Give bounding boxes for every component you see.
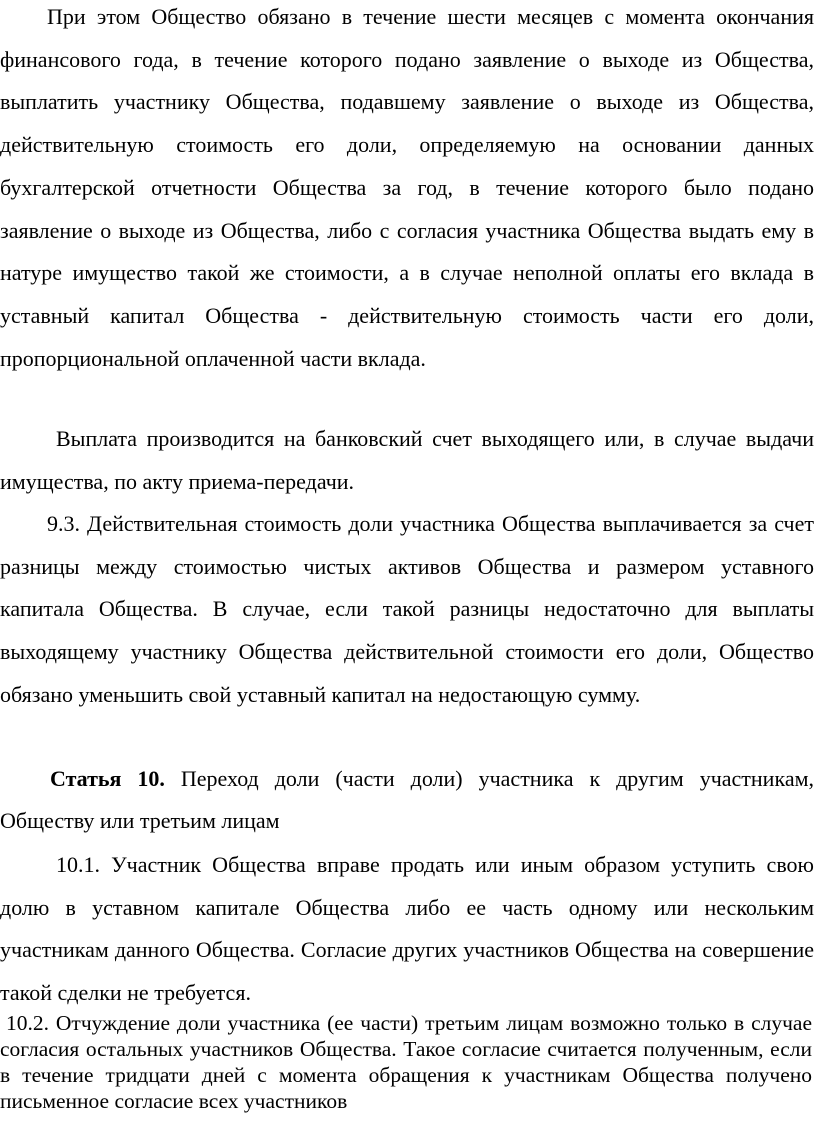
- paragraph-10-2: 10.2. Отчуждение доли участника (ее части) третьим лицам возможно только в случае согласия остальных участников Общества. Такое согласие считается полученным, если в течение тридцати дней с момента обращения к участникам Общества получено письменное согласие всех участников: [0, 1011, 812, 1113]
- paragraph-9-3: 9.3. Действительная стоимость доли участника Общества выплачивается за счет разницы между стоимостью чистых активов Общества и размером уставного капитала Общества. В случае, если такой разницы недостаточно для выплаты выходящему участнику Общества действительной стоимости его доли, Общество обязано уменьшить свой уставный капитал на недостающую сумму.: [0, 511, 814, 707]
- paragraph-payment-method: Выплата производится на банковский счет выходящего или, в случае выдачи имущества, по акту приема-передачи.: [0, 426, 814, 494]
- paragraph-10-1: 10.1. Участник Общества вправе продать или иным образом уступить свою долю в уставном капитале Общества либо ее часть одному или нескольким участникам данного Общества. Согласие других участников Общества на совершение такой сделки не требуется.: [0, 852, 814, 1006]
- article-label: Статья 10.: [50, 766, 165, 791]
- paragraph-payment-obligation: При этом Общество обязано в течение шести месяцев с момента окончания финансового года, в течение которого подано заявление о выходе из Общества, выплатить участнику Общества, подавшему заявление о выходе из Общества, действительную стоимость его доли, определяемую на основании данных бухгалтерской отчетности Общества за год, в течение которого было подано заявление о выходе из Общества, либо с согласия участника Общества выдать ему в натуре имущество такой же стоимости, а в случае неполной оплаты его вклада в уставный капитал Общества - действительную стоимость части его доли, пропорциональной оплаченной части вклада.: [0, 4, 814, 371]
- article-10-heading: [0, 758, 814, 842]
- article-title: Переход доли (части доли) участника к другим участникам, Обществу или третьим лицам: [0, 766, 814, 833]
